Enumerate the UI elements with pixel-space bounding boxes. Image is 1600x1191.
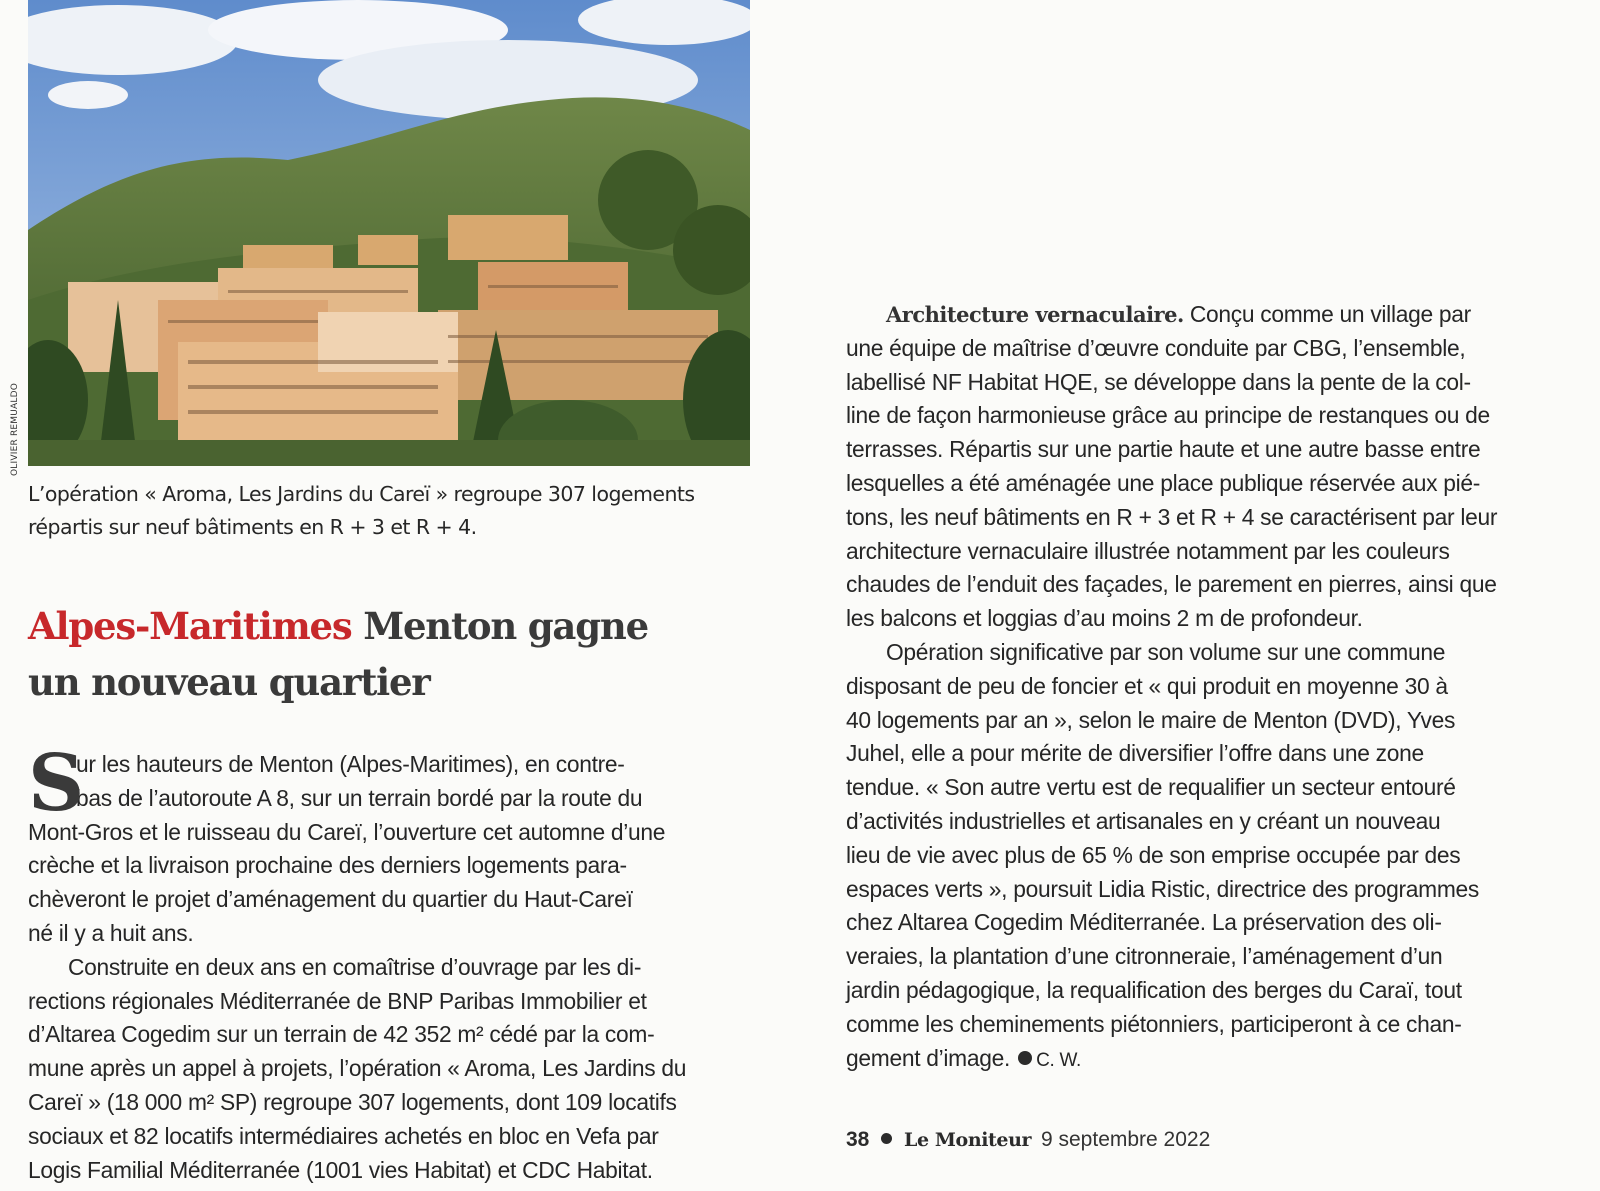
text-line: line de façon harmonieuse grâce au principe de restanques ou de <box>846 402 1490 429</box>
text-span: Conçu comme un village par <box>1183 301 1471 327</box>
text-line: tons, les neuf bâtiments en R + 3 et R + 4 se caractérisent par leur <box>846 503 1498 530</box>
page-footer <box>846 1128 1210 1152</box>
text-line <box>846 298 1576 332</box>
text-line: Careï » (18 000 m² SP) regroupe 307 logements, dont 109 locatifs <box>28 1088 677 1115</box>
text-line: d’Altarea Cogedim sur un terrain de 42 352 m² cédé par la com- <box>28 1021 655 1048</box>
section-lead: Architecture vernaculaire. <box>886 302 1184 327</box>
text-line: architecture vernaculaire illustrée notamment par les couleurs <box>846 537 1450 564</box>
headline-title-part1: Menton gagne <box>351 604 648 648</box>
photo-credit-text: OLIVIER REMUALDO <box>10 382 20 476</box>
text-line: disposant de peu de foncier et « qui produit en moyenne 30 à <box>846 672 1448 699</box>
caption-line: L’opération « Aroma, Les Jardins du Careï » regroupe 307 logements <box>28 482 695 506</box>
text-span: gement d’image. <box>846 1044 1011 1071</box>
photo-caption <box>28 478 758 544</box>
text-line: Logis Familial Méditerranée (1001 vies Habitat) et CDC Habitat. <box>28 1156 653 1183</box>
text-line: une équipe de maîtrise d’œuvre conduite par CBG, l’ensemble, <box>846 334 1466 361</box>
caption-line: répartis sur neuf bâtiments en R + 3 et R + 4. <box>28 515 477 539</box>
text-line: rections régionales Méditerranée de BNP Paribas Immobilier et <box>28 987 647 1014</box>
text-line: veraies, la plantation d’une citronneraie, l’aménagement d’un <box>846 943 1443 970</box>
text-line: d’activités industrielles et artisanales en y créant un nouveau <box>846 807 1441 834</box>
text-line: Juhel, elle a pour mérite de diversifier l’offre dans une zone <box>846 740 1424 767</box>
text-line: chèveront le projet d’aménagement du quartier du Haut-Careï <box>28 886 633 913</box>
text-line: espaces verts », poursuit Lidia Ristic, directrice des programmes <box>846 875 1480 902</box>
article-photo <box>28 0 750 466</box>
text-line: bas de l’autoroute A 8, sur un terrain bordé par la route du <box>76 784 643 811</box>
text-line: lieu de vie avec plus de 65 % de son emprise occupée par des <box>846 841 1461 868</box>
publication-date: 9 septembre 2022 <box>1040 1128 1211 1151</box>
article-column-left <box>28 738 758 1187</box>
text-line: Construite en deux ans en comaîtrise d’ouvrage par les di- <box>68 953 642 980</box>
text-line: né il y a huit ans. <box>28 919 194 946</box>
article-headline <box>28 598 768 710</box>
text-line: les balcons et loggias d’au moins 2 m de profondeur. <box>846 605 1363 632</box>
article-column-right <box>846 298 1576 1077</box>
footer-bullet-icon <box>881 1133 892 1144</box>
text-line <box>846 1042 1576 1078</box>
text-line: terrasses. Répartis sur une partie haute et une autre basse entre <box>846 436 1481 463</box>
text-line: chez Altarea Cogedim Méditerranée. La préservation des oli- <box>846 909 1442 936</box>
text-line: Mont-Gros et le ruisseau du Careï, l’ouverture cet automne d’une <box>28 818 666 845</box>
housing-complex-photo <box>28 0 750 466</box>
text-line: lesquelles a été aménagée une place publique réservée aux pié- <box>846 469 1481 496</box>
text-line: mune après un appel à projets, l’opération « Aroma, Les Jardins du <box>28 1055 687 1082</box>
author-signature: C. W. <box>1036 1049 1082 1071</box>
page-number: 38 <box>846 1128 870 1151</box>
headline-region: Alpes-Maritimes <box>28 604 352 648</box>
text-line: chaudes de l’enduit des façades, le parement en pierres, ainsi que <box>846 571 1497 598</box>
text-line: labellisé NF Habitat HQE, se développe dans la pente de la col- <box>846 368 1471 395</box>
headline-title-part2: un nouveau quartier <box>28 660 430 704</box>
photo-credit <box>10 356 22 476</box>
text-line: Opération significative par son volume sur une commune <box>886 638 1446 665</box>
text-line: ur les hauteurs de Menton (Alpes-Maritimes), en contre- <box>76 751 625 777</box>
text-line: 40 logements par an », selon le maire de Menton (DVD), Yves <box>846 706 1456 733</box>
drop-cap: S <box>28 738 85 829</box>
end-bullet-icon <box>1018 1051 1032 1065</box>
publication-name: Le Moniteur <box>904 1129 1032 1151</box>
text-line: jardin pédagogique, la requalification des berges du Caraï, tout <box>846 976 1462 1003</box>
text-line: crèche et la livraison prochaine des derniers logements para- <box>28 852 627 879</box>
text-line: tendue. « Son autre vertu est de requalifier un secteur entouré <box>846 774 1456 801</box>
text-line: sociaux et 82 locatifs intermédiaires achetés en bloc en Vefa par <box>28 1122 659 1149</box>
text-line: comme les cheminements piétonniers, participeront à ce chan- <box>846 1010 1462 1037</box>
